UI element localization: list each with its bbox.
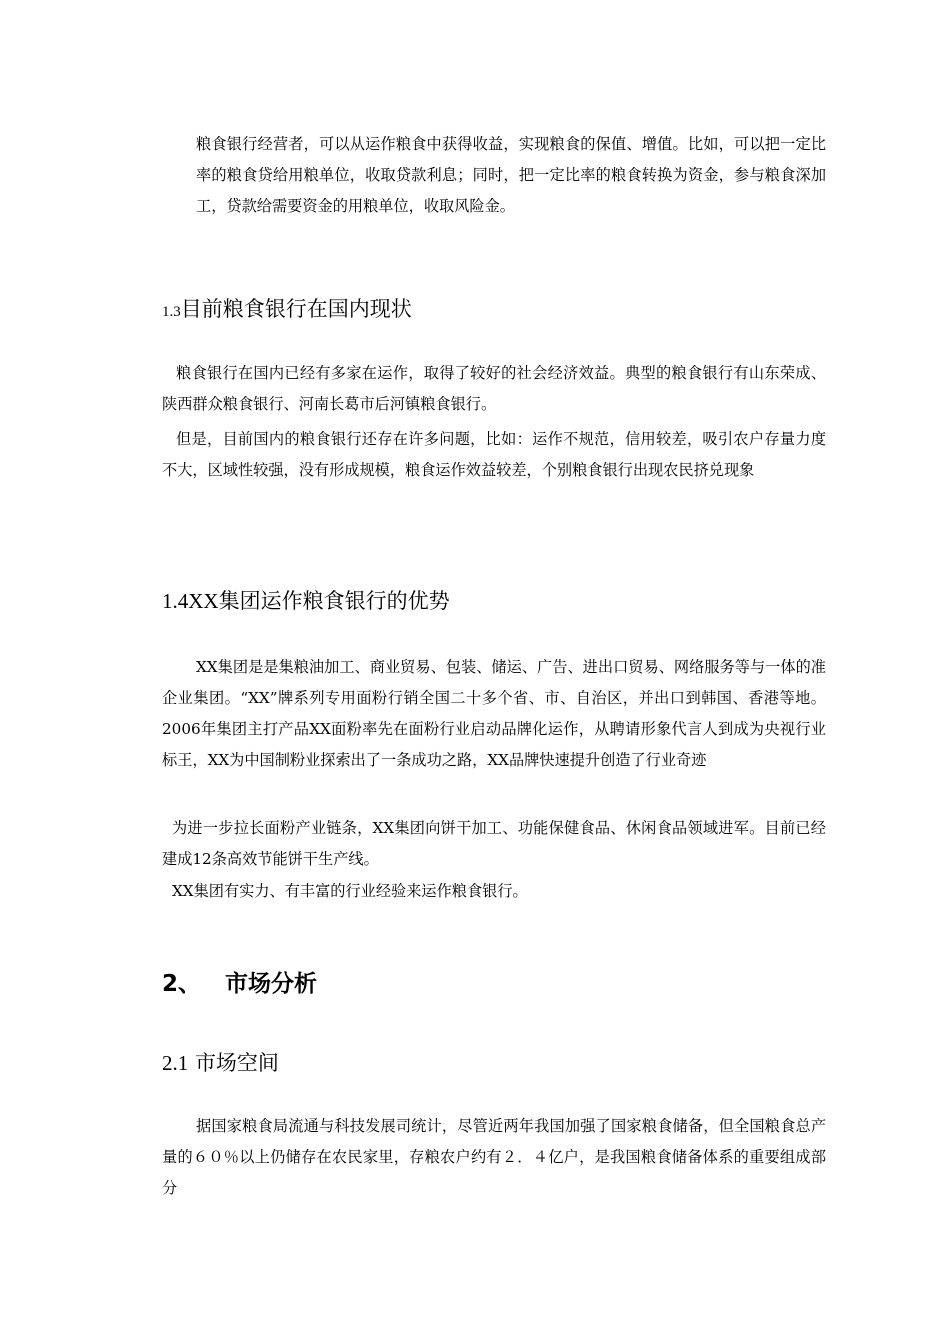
intro-paragraph: 粮食银行经营者，可以从运作粮食中获得收益，实现粮食的保值、增值。比如，可以把一定比率的粮食贷给用粮单位，收取贷款利息；同时，把一定比率的粮食转换为资金，参与粮食深加工，贷款给需要资金的用粮单位，收取风险金。 <box>196 135 826 215</box>
heading-2-title: 市场分析 <box>225 971 318 997</box>
section-1-3-paragraph-1: 粮食银行在国内已经有多家在运作，取得了较好的社会经济效益。典型的粮食银行有山东荣成、陕西群众粮食银行、河南长葛市后河镇粮食银行。 <box>162 364 826 413</box>
heading-1-3 <box>162 294 412 327</box>
section-1-4-paragraph-1: XX集团是是集粮油加工、商业贸易、包装、储运、广告、进出口贸易、网络服务等与一体的准企业集团。“XX”牌系列专用面粉行销全国二十多个省、市、自治区，并出口到韩国、香港等地。2006年集团主打产品XX面粉率先在面粉行业启动品牌化运作，从聘请形象代言人到成为央视行业标王，XX为中国制粉业探索出了一条成功之路，XX品牌快速提升创造了行业奇迹 <box>162 658 826 769</box>
heading-1-3-number: 1.3 <box>162 304 181 320</box>
heading-2-1-number: 2.1 <box>162 1051 189 1075</box>
section-2-1-paragraph-1: 据国家粮食局流通与科技发展司统计，尽管近两年我国加强了国家粮食储备，但全国粮食总产量的６０％以上仍储存在农民家里，存粮农户约有２．４亿户，是我国粮食储备体系的重要组成部分 <box>162 1117 826 1197</box>
heading-1-4-title: 集团运作粮食银行的优势 <box>218 589 450 613</box>
heading-1-4 <box>162 586 450 616</box>
heading-1-4-number: 1.4XX <box>162 589 219 613</box>
heading-2-1 <box>162 1048 279 1078</box>
heading-2 <box>162 968 317 1000</box>
section-1-3-paragraph-2: 但是，目前国内的粮食银行还存在许多问题，比如：运作不规范，信用较差，吸引农户存量力度不大，区域性较强，没有形成规模，粮食运作效益较差，个别粮食银行出现农民挤兑现象 <box>162 430 826 479</box>
heading-2-1-title: 市场空间 <box>194 1051 279 1075</box>
section-1-4-paragraph-2: 为进一步拉长面粉产业链条，XX集团向饼干加工、功能保健食品、休闲食品领域进军。目前已经建成12条高效节能饼干生产线。 <box>162 819 826 868</box>
section-1-4-paragraph-3: XX集团有实力、有丰富的行业经验来运作粮食银行。 <box>172 882 528 900</box>
heading-2-number: 2、 <box>162 971 202 997</box>
heading-1-3-title: 目前粮食银行在国内现状 <box>180 297 412 321</box>
